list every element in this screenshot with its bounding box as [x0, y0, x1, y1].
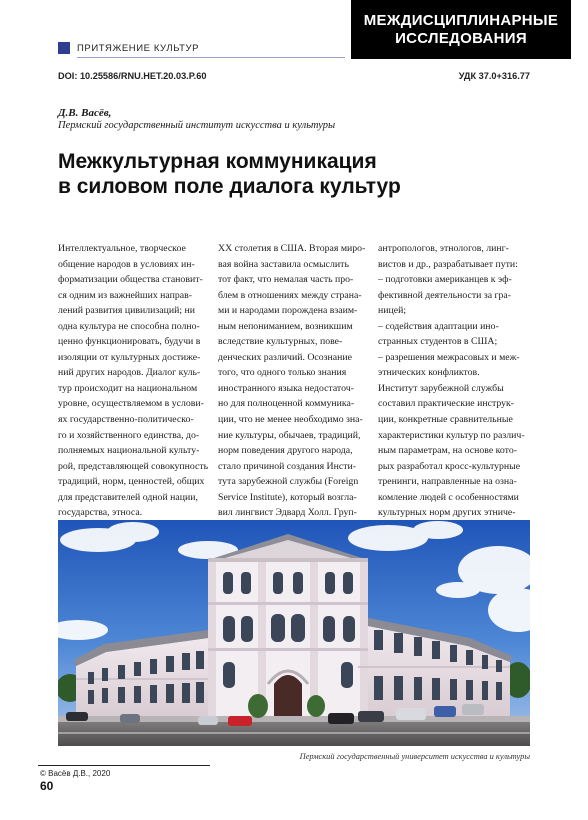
section-label-line1: МЕЖДИСЦИПЛИНАРНЫЕ — [363, 11, 559, 29]
text-line: ся одним из важнейших направ- — [58, 289, 193, 301]
text-column-2 — [218, 241, 370, 552]
text-line: – разрешения межрасовых и меж- — [378, 351, 520, 363]
text-line: иностранного языка недостаточ- — [218, 382, 354, 394]
text-line: вследствие культурных, пове- — [218, 336, 343, 348]
text-line: культурных норм других этниче- — [378, 507, 516, 519]
text-line: традиций, норм, ценностей, общих — [58, 476, 205, 488]
text-line: норм поведения другого народа, — [218, 445, 353, 457]
building-photo — [58, 520, 530, 746]
text-line: – подготовки американцев к эф- — [378, 274, 512, 286]
text-line: фективной деятельности за гра- — [378, 289, 512, 301]
text-line: ным параметрам, на основе кото- — [378, 445, 517, 457]
author-name: Д.В. Васёв, — [58, 107, 112, 119]
text-line: Service Institute), который возгла- — [218, 491, 357, 503]
text-line: уровне, осуществляемом в услови- — [58, 398, 204, 410]
text-line: ценно функционировать, будучи в — [58, 336, 201, 348]
text-line: ние культуры, обычаев, традиций, — [218, 429, 361, 441]
title-line: в силовом поле диалога культур — [58, 175, 401, 198]
text-line: вистов и др., разрабатывает пути: — [378, 258, 518, 270]
text-line: тута зарубежной службы (Foreign — [218, 476, 359, 488]
text-line: тур происходит на национальном — [58, 382, 198, 394]
section-label — [351, 0, 571, 59]
text-line: ницей; — [378, 305, 407, 317]
text-line: одна культура не способна полно- — [58, 320, 200, 332]
rubric-title: ПРИТЯЖЕНИЕ КУЛЬТУР — [77, 43, 200, 54]
author-affiliation: Пермский государственный институт искусства и культуры — [58, 120, 336, 131]
text-line: этнических конфликтов. — [378, 367, 480, 379]
doi-text: DOI: 10.25586/RNU.HET.20.03.P.60 — [58, 71, 207, 81]
text-line: тот факт, что немалая часть про- — [218, 274, 354, 286]
text-line: комление людей с особенностями — [378, 491, 519, 503]
page-number: 60 — [40, 779, 54, 793]
text-line: ми и народами порождена взаим- — [218, 305, 358, 317]
text-line: Институт зарубежной службы — [378, 382, 504, 394]
text-column-3 — [378, 241, 530, 552]
text-line: XX столетия в США. Вторая миро- — [218, 243, 366, 254]
text-line: антропологов, этнологов, линг- — [378, 243, 509, 254]
text-line: тренинги, направленные на озна- — [378, 476, 517, 488]
text-line: того, что одного только знания — [218, 367, 347, 379]
text-line: Интеллектуальное, творческое — [58, 243, 186, 254]
text-line: составил практические инструк- — [378, 398, 515, 410]
text-line: рой, представляющей совокупность — [58, 460, 209, 472]
text-line: для представителей одной нации, — [58, 491, 198, 503]
rubric-divider — [77, 57, 345, 58]
text-line: ции, что не менее необходимо зна- — [218, 414, 363, 426]
text-line: полняемых национальной культу- — [58, 445, 200, 457]
rubric-square-icon — [58, 42, 70, 54]
text-line: ний других народов. Диалог куль- — [58, 367, 201, 379]
text-column-1 — [58, 241, 210, 552]
udk-text: УДК 37.0+316.77 — [458, 71, 530, 81]
text-line: – содействия адаптации ино- — [378, 320, 499, 332]
text-line: изоляции от культурных достиже- — [58, 351, 201, 363]
text-line: вая война заставила осмыслить — [218, 258, 349, 270]
copyright-text: © Васёв Д.В., 2020 — [40, 769, 111, 778]
text-line: ях государственно-политическо- — [58, 414, 194, 426]
text-line: рых разработал кросс-культурные — [378, 460, 521, 472]
section-label-line2: ИССЛЕДОВАНИЯ — [395, 29, 527, 47]
footnote-divider — [38, 765, 210, 766]
text-line: вил лингвист Эдвард Холл. Груп- — [218, 507, 357, 519]
text-line: ции, конкретные сравнительные — [378, 414, 513, 426]
article-title — [58, 149, 528, 199]
text-line: го и хозяйственного единства, до- — [58, 429, 200, 441]
text-line: государства, этноса. — [58, 507, 143, 519]
text-line: лений развития цивилизаций; ни — [58, 305, 195, 317]
text-line: блем в отношениях между страна- — [218, 289, 362, 301]
text-line: но для полноценной коммуника- — [218, 398, 355, 410]
photo-caption: Пермский государственный университет искусства и культуры — [299, 752, 530, 761]
text-line: денческих различий. Осознание — [218, 351, 352, 363]
text-line: ным непониманием, возникшим — [218, 320, 353, 332]
text-line: общение народов в условиях ин- — [58, 258, 195, 270]
text-line: форматизации общества становит- — [58, 274, 203, 286]
text-line: странных студентов в США; — [378, 336, 498, 348]
text-line: стало причиной создания Инсти- — [218, 460, 356, 472]
title-line: Межкультурная коммуникация — [58, 150, 377, 173]
text-line: характеристики культур по различ- — [378, 429, 525, 441]
